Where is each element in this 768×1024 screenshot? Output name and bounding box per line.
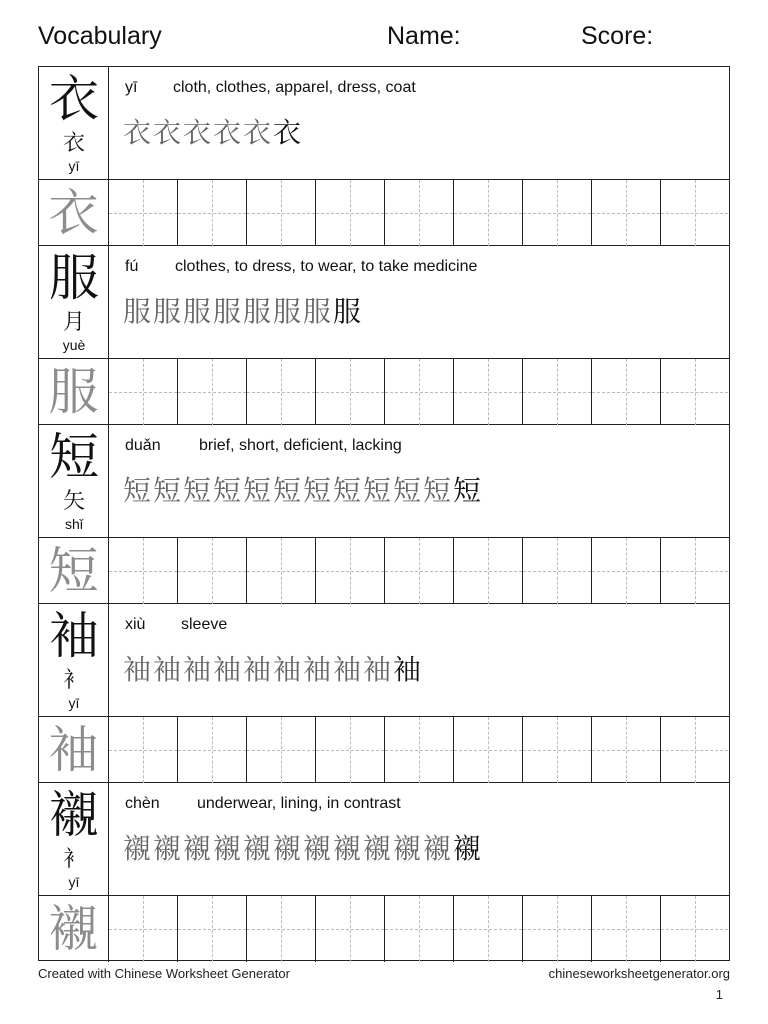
char-info — [109, 604, 729, 717]
stroke-final: 短 — [453, 474, 484, 507]
radical: 矢 — [62, 489, 85, 514]
main-character: 襯 — [49, 786, 99, 844]
char-head — [39, 246, 109, 359]
writing-cell[interactable] — [592, 538, 661, 604]
char-block-4 — [39, 604, 729, 783]
writing-cell[interactable] — [385, 717, 454, 783]
writing-cell[interactable] — [661, 717, 728, 783]
stroke-order — [123, 290, 363, 330]
writing-cell[interactable] — [109, 538, 178, 604]
writing-cell[interactable] — [523, 180, 592, 246]
writing-cell[interactable] — [316, 896, 385, 962]
trace-character: 衣 — [39, 180, 109, 246]
radical-pinyin: yī — [68, 874, 80, 890]
practice-row — [39, 717, 729, 783]
writing-cell[interactable] — [247, 896, 316, 962]
stroke-final: 袖 — [393, 653, 424, 686]
stroke-order — [123, 648, 423, 688]
name-label: Name: — [387, 22, 461, 50]
radical: 衤 — [62, 668, 85, 693]
worksheet-header — [38, 22, 730, 58]
char-info — [109, 425, 729, 538]
writing-cell[interactable] — [661, 359, 728, 425]
main-character: 袖 — [49, 607, 99, 665]
writing-cell[interactable] — [109, 717, 178, 783]
trace-character: 短 — [39, 538, 109, 604]
char-block-2 — [39, 246, 729, 425]
page-number: 1 — [715, 987, 723, 1002]
writing-cell[interactable] — [247, 180, 316, 246]
char-head — [39, 783, 109, 896]
writing-cell[interactable] — [109, 180, 178, 246]
radical-pinyin: yī — [68, 158, 80, 174]
stroke-steps: 短短短短短短短短短短短 — [123, 474, 454, 507]
meaning: sleeve — [181, 616, 228, 633]
writing-cell[interactable] — [385, 359, 454, 425]
char-block-1 — [39, 67, 729, 246]
writing-cell[interactable] — [661, 180, 728, 246]
char-block-5 — [39, 783, 729, 962]
writing-cell[interactable] — [247, 359, 316, 425]
stroke-final: 服 — [333, 295, 364, 328]
main-character: 服 — [49, 249, 99, 307]
stroke-final: 襯 — [453, 832, 484, 865]
main-character: 衣 — [49, 70, 99, 128]
radical-pinyin: yī — [68, 695, 80, 711]
pinyin: xiù — [125, 616, 146, 633]
writing-cell[interactable] — [178, 359, 247, 425]
writing-cell[interactable] — [454, 717, 523, 783]
char-info — [109, 246, 729, 359]
writing-cell[interactable] — [454, 359, 523, 425]
meaning: underwear, lining, in contrast — [197, 795, 401, 812]
stroke-order — [123, 827, 483, 867]
writing-cell[interactable] — [592, 359, 661, 425]
writing-cell[interactable] — [316, 717, 385, 783]
writing-cell[interactable] — [247, 717, 316, 783]
writing-cell[interactable] — [523, 717, 592, 783]
writing-cell[interactable] — [523, 359, 592, 425]
pinyin: yī — [125, 79, 138, 96]
writing-cell[interactable] — [178, 896, 247, 962]
writing-cell[interactable] — [247, 538, 316, 604]
score-label: Score: — [581, 22, 654, 50]
trace-character: 襯 — [39, 896, 109, 962]
practice-row — [39, 538, 729, 604]
stroke-order — [123, 111, 303, 151]
writing-cell[interactable] — [385, 180, 454, 246]
stroke-steps: 服服服服服服服 — [123, 295, 334, 328]
writing-cell[interactable] — [109, 896, 178, 962]
radical: 月 — [62, 310, 85, 335]
writing-cell[interactable] — [523, 896, 592, 962]
writing-cell[interactable] — [178, 180, 247, 246]
worksheet-title: Vocabulary — [38, 22, 162, 50]
stroke-steps: 袖袖袖袖袖袖袖袖袖 — [123, 653, 394, 686]
main-character: 短 — [49, 428, 99, 486]
stroke-final: 衣 — [273, 116, 304, 149]
writing-cell[interactable] — [523, 538, 592, 604]
char-info — [109, 783, 729, 896]
stroke-steps: 衣衣衣衣衣 — [123, 116, 274, 149]
writing-cell[interactable] — [454, 896, 523, 962]
trace-character: 服 — [39, 359, 109, 425]
meaning: cloth, clothes, apparel, dress, coat — [173, 79, 416, 96]
footer-website: chineseworksheetgenerator.org — [548, 966, 730, 981]
radical: 衣 — [62, 131, 85, 156]
pinyin: chèn — [125, 795, 160, 812]
writing-cell[interactable] — [661, 896, 728, 962]
char-head — [39, 67, 109, 180]
practice-row — [39, 896, 729, 962]
pinyin: duǎn — [125, 437, 161, 454]
writing-cell[interactable] — [592, 717, 661, 783]
char-head — [39, 425, 109, 538]
meaning: clothes, to dress, to wear, to take medicine — [175, 258, 478, 275]
stroke-steps: 襯襯襯襯襯襯襯襯襯襯襯 — [123, 832, 454, 865]
practice-row — [39, 180, 729, 246]
practice-row — [39, 359, 729, 425]
meaning: brief, short, deficient, lacking — [199, 437, 402, 454]
footer-credit: Created with Chinese Worksheet Generator — [38, 966, 290, 981]
writing-cell[interactable] — [592, 896, 661, 962]
stroke-order — [123, 469, 483, 509]
vocabulary-sheet — [38, 66, 730, 961]
writing-cell[interactable] — [661, 538, 728, 604]
writing-cell[interactable] — [316, 359, 385, 425]
pinyin: fú — [125, 258, 139, 275]
char-block-3 — [39, 425, 729, 604]
writing-cell[interactable] — [454, 538, 523, 604]
trace-character: 袖 — [39, 717, 109, 783]
writing-cell[interactable] — [385, 538, 454, 604]
writing-cell[interactable] — [178, 717, 247, 783]
radical-pinyin: shǐ — [65, 516, 83, 532]
char-head — [39, 604, 109, 717]
writing-cell[interactable] — [454, 180, 523, 246]
radical: 衤 — [62, 847, 85, 872]
radical-pinyin: yuè — [62, 337, 86, 353]
writing-cell[interactable] — [316, 180, 385, 246]
writing-cell[interactable] — [178, 538, 247, 604]
writing-cell[interactable] — [592, 180, 661, 246]
writing-cell[interactable] — [385, 896, 454, 962]
writing-cell[interactable] — [109, 359, 178, 425]
writing-cell[interactable] — [316, 538, 385, 604]
char-info — [109, 67, 729, 180]
